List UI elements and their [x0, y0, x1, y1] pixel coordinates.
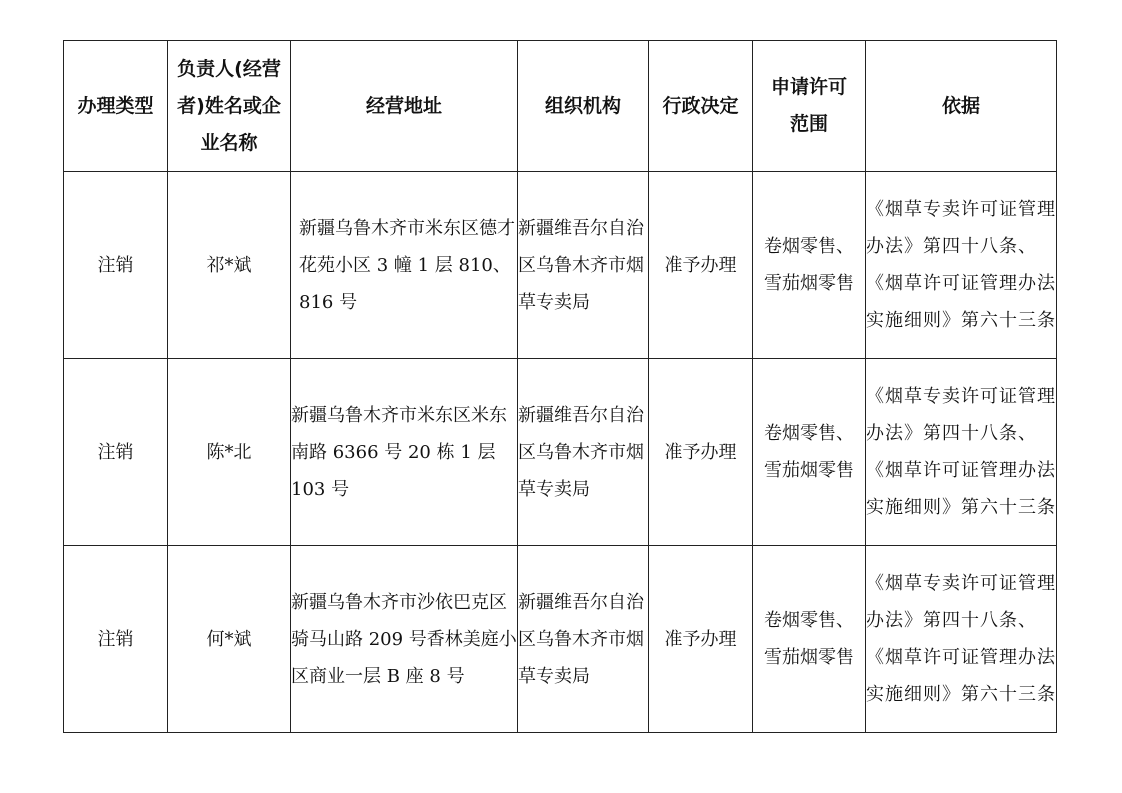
cell-address: 新疆乌鲁木齐市米东区米东南路 6366 号 20 栋 1 层 103 号 [291, 359, 518, 546]
header-basis: 依据 [866, 41, 1057, 172]
table-row [64, 172, 1057, 359]
table-row [64, 359, 1057, 546]
cell-org: 新疆维吾尔自治区乌鲁木齐市烟草专卖局 [518, 359, 649, 546]
cell-basis: 《烟草专卖许可证管理办法》第四十八条、《烟草许可证管理办法实施细则》第六十三条 [866, 172, 1057, 359]
cell-person: 陈*北 [168, 359, 291, 546]
header-person: 负责人(经营者)姓名或企业名称 [168, 41, 291, 172]
cell-address: 新疆乌鲁木齐市米东区德才花苑小区 3 幢 1 层 810、816 号 [291, 172, 518, 359]
cell-type: 注销 [64, 546, 168, 733]
cell-scope: 卷烟零售、雪茄烟零售 [753, 359, 866, 546]
header-type: 办理类型 [64, 41, 168, 172]
header-org: 组织机构 [518, 41, 649, 172]
cell-decision: 准予办理 [649, 172, 753, 359]
header-decision: 行政决定 [649, 41, 753, 172]
cell-person: 何*斌 [168, 546, 291, 733]
cell-scope: 卷烟零售、雪茄烟零售 [753, 172, 866, 359]
cell-address: 新疆乌鲁木齐市沙依巴克区骑马山路 209 号香林美庭小区商业一层 B 座 8 号 [291, 546, 518, 733]
license-cancellation-table [63, 40, 1057, 733]
cell-decision: 准予办理 [649, 546, 753, 733]
header-scope: 申请许可范围 [753, 41, 866, 172]
cell-type: 注销 [64, 172, 168, 359]
cell-basis: 《烟草专卖许可证管理办法》第四十八条、《烟草许可证管理办法实施细则》第六十三条 [866, 546, 1057, 733]
cell-basis: 《烟草专卖许可证管理办法》第四十八条、《烟草许可证管理办法实施细则》第六十三条 [866, 359, 1057, 546]
header-address: 经营地址 [291, 41, 518, 172]
cell-type: 注销 [64, 359, 168, 546]
cell-scope: 卷烟零售、雪茄烟零售 [753, 546, 866, 733]
cell-decision: 准予办理 [649, 359, 753, 546]
cell-person: 祁*斌 [168, 172, 291, 359]
cell-org: 新疆维吾尔自治区乌鲁木齐市烟草专卖局 [518, 546, 649, 733]
header-row [64, 41, 1057, 172]
cell-org: 新疆维吾尔自治区乌鲁木齐市烟草专卖局 [518, 172, 649, 359]
table-row [64, 546, 1057, 733]
